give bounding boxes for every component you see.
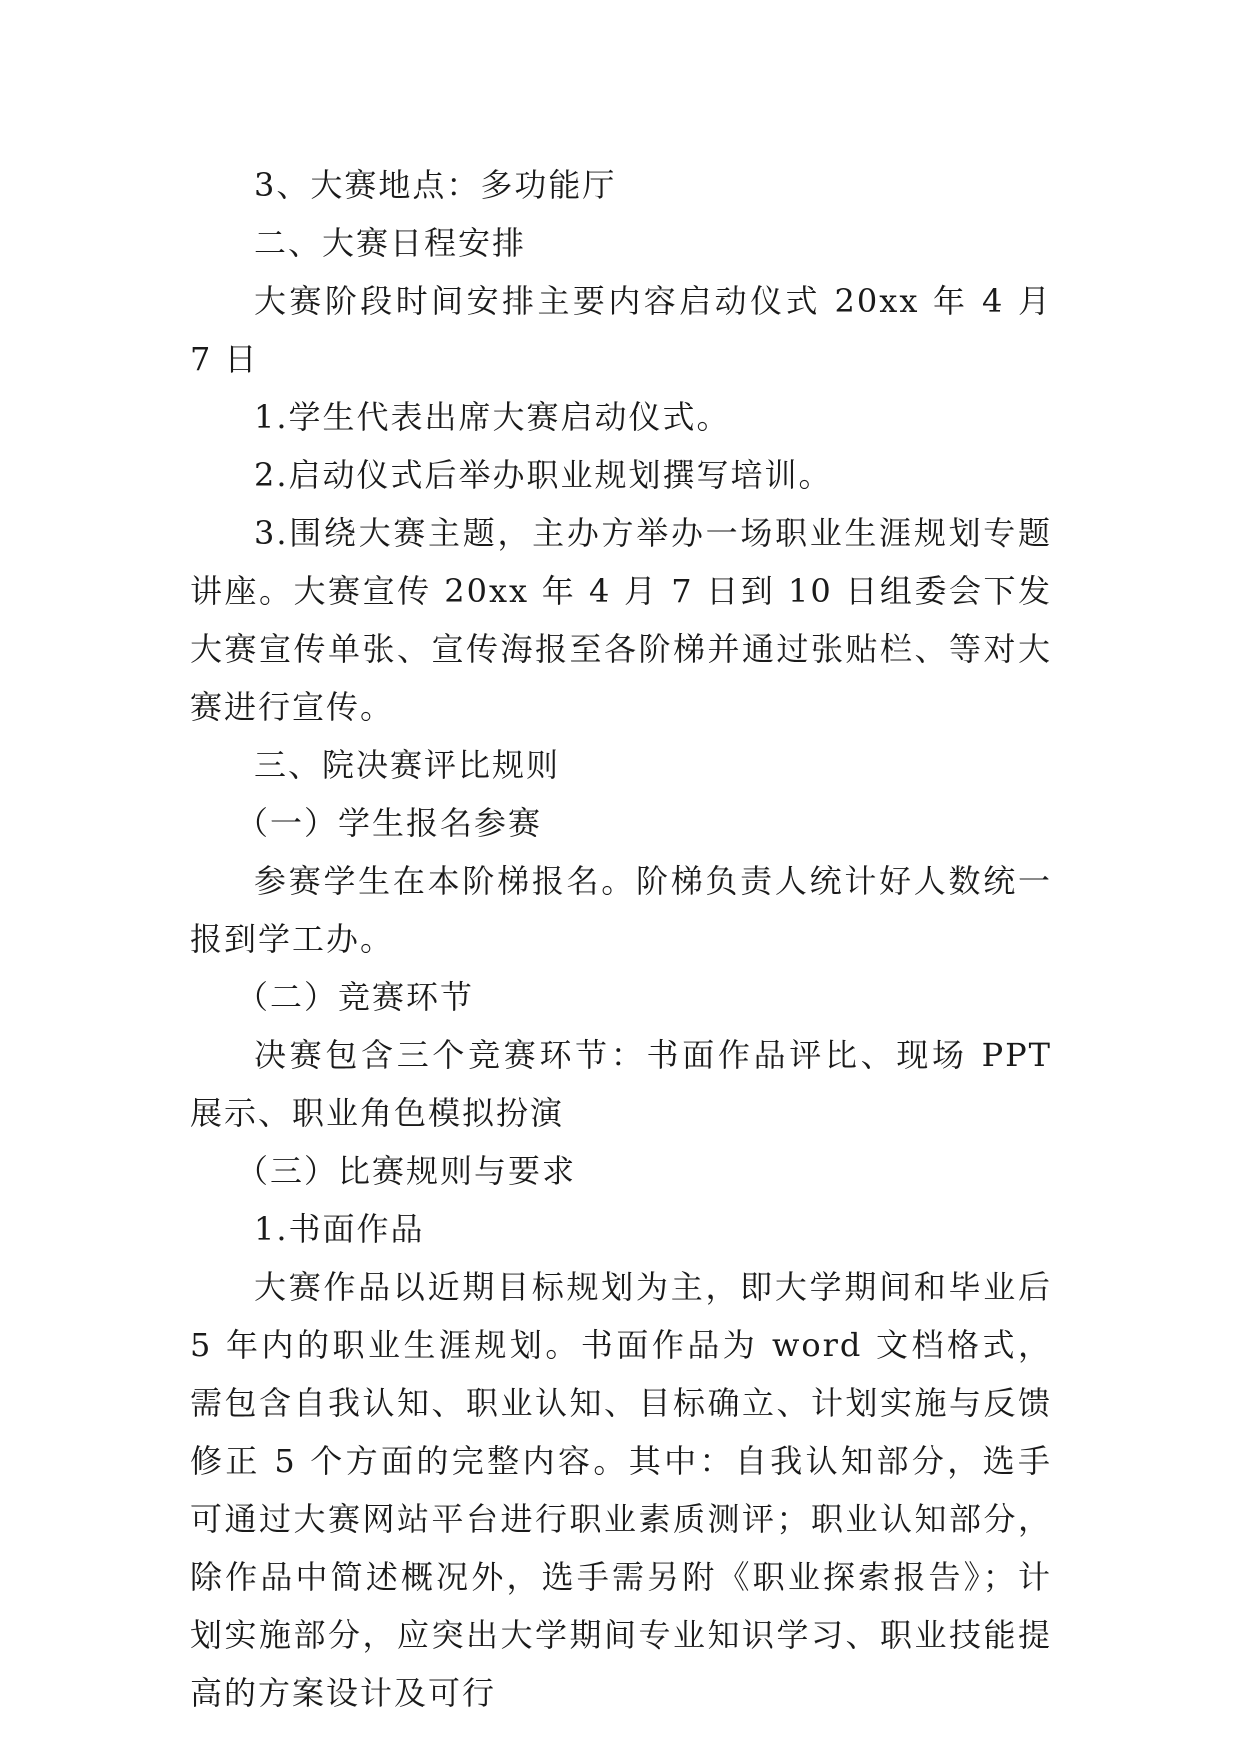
heading-rules: 三、院决赛评比规则 [254,746,561,784]
heading-schedule: 二、大赛日程安排 [254,224,527,262]
paragraph-registration: 参赛学生在本阶梯报名。阶梯负责人统计好人数统一报到学工办。 [190,862,1052,958]
subheading-requirements: （三）比赛规则与要求 [236,1152,577,1190]
paragraph-written-work: 大赛作品以近期目标规划为主，即大学期间和毕业后 5 年内的职业生涯规划。书面作品为 word 文档格式，需包含自我认知、职业认知、目标确立、计划实施与反馈修正 5 个方面的完整内容。其中：自我认知部分，选手可通过大赛网站平台进行职业素质测评；职业认知部分，除作品中简述概况外，选手需另附《职业探索报告》；计划实施部分，应突出大学期间专业知识学习、职业技能提高的方案设计及可行 [190,1268,1052,1712]
list-item-1: 1.学生代表出席大赛启动仪式。 [254,398,731,436]
paragraph-venue: 3、大赛地点：多功能厅 [254,166,617,204]
subheading-registration: （一）学生报名参赛 [236,804,543,842]
list-item-3: 3.围绕大赛主题，主办方举办一场职业生涯规划专题讲座。大赛宣传 20xx 年 4 月 7 日到 10 日组委会下发大赛宣传单张、宣传海报至各阶梯并通过张贴栏、等对大赛进行宣传。 [190,514,1052,726]
paragraph-stages: 决赛包含三个竞赛环节：书面作品评比、现场 PPT 展示、职业角色模拟扮演 [190,1036,1052,1132]
list-item-2: 2.启动仪式后举办职业规划撰写培训。 [254,456,833,494]
subheading-stages: （二）竞赛环节 [236,978,475,1016]
item-written-work: 1.书面作品 [254,1210,425,1248]
document-body [190,156,1052,1722]
paragraph-schedule-intro: 大赛阶段时间安排主要内容启动仪式 20xx 年 4 月 7 日 [190,282,1052,378]
